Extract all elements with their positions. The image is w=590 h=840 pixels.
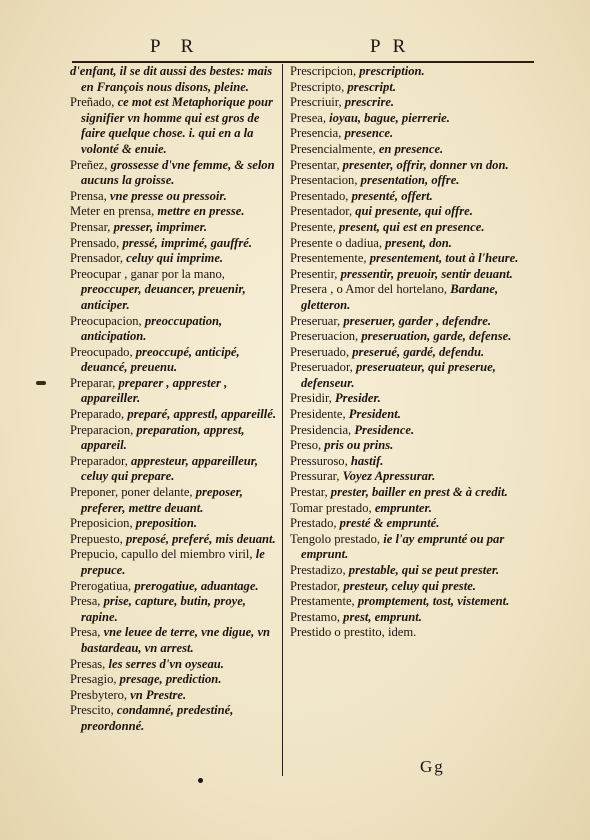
entry-headword: Presentir, — [290, 266, 341, 281]
entry-headword: Preponer, poner delante, — [70, 485, 196, 500]
entry-headword: Presencia, — [290, 126, 345, 141]
dictionary-entry — [290, 454, 522, 470]
entry-translation: preposer, preferer, mettre deuant. — [81, 485, 243, 515]
dictionary-entry — [70, 625, 278, 656]
dictionary-entry — [290, 329, 522, 345]
entry-headword: Tengolo prestado, — [290, 531, 384, 546]
entry-translation: present, qui est en presence. — [338, 219, 485, 234]
entry-headword: Presentacion, — [290, 173, 361, 188]
entry-headword: Presente, — [290, 219, 339, 234]
dictionary-entry — [290, 563, 522, 579]
entry-headword: Presera , o Amor del hortelano, — [290, 282, 451, 297]
entry-translation: pressentir, preuoir, sentir deuant. — [340, 266, 513, 281]
entry-headword: Meter en prensa, — [70, 204, 158, 219]
dictionary-entry — [290, 251, 522, 267]
dictionary-entry — [290, 516, 522, 532]
entry-translation: preoccuper, deuancer, preuenir, anticiper. — [81, 282, 246, 312]
dictionary-entry — [290, 625, 522, 641]
entry-translation: preparé, apprestl, appareillé. — [127, 407, 277, 422]
header-rule — [72, 61, 534, 63]
entry-headword: Presagio, — [70, 672, 120, 687]
entry-headword: Tomar prestado, — [290, 500, 375, 515]
entry-headword: Prensador, — [70, 251, 127, 266]
entry-headword: Preparar, — [70, 375, 119, 390]
entry-translation: prise, capture, butin, proye, rapine. — [81, 594, 246, 624]
dictionary-entry — [290, 360, 522, 391]
dictionary-entry — [290, 173, 522, 189]
entry-translation: grossesse d'vne femme, & selon aucuns la groisse. — [81, 157, 275, 188]
dictionary-entry — [70, 158, 278, 189]
entry-headword: Preñado, — [70, 95, 118, 110]
entry-headword: Presentemente, — [290, 251, 370, 266]
entry-translation: preoccupation, anticipation. — [81, 313, 223, 344]
entry-translation: qui presente, qui offre. — [355, 204, 473, 219]
entry-headword: Prerogatiua, — [70, 578, 135, 593]
entry-translation: prescript. — [347, 79, 396, 94]
entry-translation: appresteur, appareilleur, celuy qui prepare. — [81, 453, 259, 484]
entry-headword: Prensar, — [70, 219, 114, 234]
entry-headword: Preseruado, — [290, 344, 353, 359]
dictionary-entry — [70, 547, 278, 578]
right-column — [290, 64, 522, 641]
entry-headword: Prestado, — [290, 516, 340, 531]
dictionary-entry — [290, 111, 522, 127]
dictionary-entry — [290, 158, 522, 174]
entry-translation: Bardane, gletteron. — [301, 282, 499, 312]
entry-translation: prerogatiue, aduantage. — [134, 578, 259, 593]
dictionary-entry — [290, 532, 522, 563]
dictionary-entry — [290, 204, 522, 220]
dictionary-entry — [70, 345, 278, 376]
entry-translation: prest, emprunt. — [343, 609, 422, 624]
entry-headword: Preso, — [290, 438, 325, 453]
entry-headword: Prestido o prestito, idem. — [290, 625, 417, 640]
entry-headword: Preseruacion, — [290, 329, 362, 344]
entry-headword: Prestador, — [290, 578, 344, 593]
entry-translation: vne presse ou pressoir. — [109, 188, 227, 203]
entry-headword: Presidir, — [290, 391, 335, 406]
dictionary-entry — [70, 251, 278, 267]
entry-translation: hastif. — [350, 453, 384, 468]
footer-dot — [198, 778, 203, 783]
entry-headword: Prestamo, — [290, 609, 344, 624]
entry-translation: condamné, predestiné, preordonné. — [81, 703, 234, 733]
entry-headword: Preparador, — [70, 453, 132, 468]
entry-translation: presence. — [344, 126, 394, 141]
entry-translation: preseruation, garde, defense. — [361, 329, 512, 344]
dictionary-entry — [290, 267, 522, 283]
dictionary-entry — [70, 189, 278, 205]
entry-translation: prescription. — [359, 64, 425, 78]
dictionary-entry — [290, 236, 522, 252]
dictionary-entry — [290, 579, 522, 595]
entry-translation: Presidence. — [354, 422, 415, 437]
entry-translation: preposition. — [135, 516, 197, 531]
entry-translation: presentation, offre. — [360, 173, 460, 188]
dictionary-entry — [70, 314, 278, 345]
entry-headword: Preñez, — [70, 157, 111, 172]
entry-translation: promptement, tost, vistement. — [357, 594, 510, 609]
entry-headword: Prescito, — [70, 703, 117, 718]
dictionary-entry — [70, 95, 278, 157]
entry-translation: prester, bailler en prest & à credit. — [330, 485, 508, 500]
entry-headword: Preseruar, — [290, 313, 344, 328]
entry-translation: prestable, qui se peut prester. — [348, 563, 500, 577]
entry-translation: presté & emprunté. — [339, 516, 440, 531]
entry-translation: presenté, offert. — [351, 188, 433, 203]
entry-translation: vn Prestre. — [130, 687, 187, 702]
entry-translation: le prepuce. — [81, 547, 265, 577]
entry-translation: preparation, apprest, appareil. — [81, 422, 245, 453]
dictionary-entry — [290, 220, 522, 236]
entry-headword: Presea, — [290, 110, 330, 125]
entry-headword: Prensa, — [70, 188, 110, 203]
entry-translation: presenter, offrir, donner vn don. — [342, 157, 509, 172]
dictionary-entry — [290, 142, 522, 158]
dictionary-entry — [290, 95, 522, 111]
entry-translation: Voyez Apressurar. — [342, 469, 436, 484]
entry-translation: ce mot est Metaphorique pour signifier vn homme qui est gros de faire quelque chose. i. qui en a la volonté & enuie. — [81, 95, 273, 156]
dictionary-entry — [70, 532, 278, 548]
entry-headword: Prepuesto, — [70, 531, 126, 546]
entry-translation: preseruer, garder , defendre. — [343, 313, 491, 328]
dictionary-entry — [70, 672, 278, 688]
entry-headword: Presentador, — [290, 204, 356, 219]
entry-headword: Preposicion, — [70, 516, 136, 531]
entry-translation: prescrire. — [344, 95, 395, 110]
entry-translation: vne leuee de terre, vne digue, vn bastardeau, vn arrest. — [81, 625, 271, 655]
margin-mark — [36, 381, 46, 385]
dictionary-entry — [70, 703, 278, 734]
entry-headword: Presentado, — [290, 188, 352, 203]
dictionary-entry — [290, 126, 522, 142]
dictionary-entry — [290, 189, 522, 205]
dictionary-entry — [290, 610, 522, 626]
entry-translation: les serres d'vn oyseau. — [108, 656, 224, 671]
entry-headword: Presas, — [70, 656, 109, 671]
dictionary-entry — [70, 516, 278, 532]
entry-translation: preoccupé, anticipé, deuancé, preuenu. — [81, 344, 240, 375]
entry-translation: en presence. — [378, 141, 444, 156]
dictionary-entry — [70, 454, 278, 485]
entry-headword: Presentar, — [290, 157, 343, 172]
entry-headword: Presente o dadiua, — [290, 235, 386, 250]
column-divider — [282, 64, 283, 776]
dictionary-entry — [70, 267, 278, 314]
entry-headword: Presencialmente, — [290, 141, 379, 156]
entry-translation: presteur, celuy qui preste. — [343, 578, 476, 593]
entry-translation: presentement, tout à l'heure. — [369, 251, 519, 266]
entry-headword: Preparacion, — [70, 422, 137, 437]
dictionary-entry — [70, 657, 278, 673]
dictionary-entry — [290, 407, 522, 423]
entry-headword: Preocupar , ganar por la mano, — [70, 266, 225, 281]
entry-translation: preparer , apprester , appareiller. — [81, 375, 228, 406]
dictionary-entry — [70, 423, 278, 454]
entry-translation: ie l'ay emprunté ou par emprunt. — [301, 531, 505, 562]
dictionary-entry — [70, 579, 278, 595]
dictionary-entry — [290, 345, 522, 361]
dictionary-entry — [290, 485, 522, 501]
entry-headword: Preseruador, — [290, 360, 356, 375]
entry-headword: Prensado, — [70, 235, 123, 250]
entry-headword: Prescripto, — [290, 79, 348, 94]
left-column — [70, 64, 278, 735]
dictionary-entry — [290, 469, 522, 485]
entry-headword: Prepucio, capullo del miembro viril, — [70, 547, 256, 562]
header-left: P R — [150, 36, 202, 57]
dictionary-entry — [290, 64, 522, 80]
entry-headword: Presidencia, — [290, 422, 355, 437]
entry-translation: mettre en presse. — [157, 204, 245, 219]
entry-translation: preseruateur, qui preserue, defenseur. — [301, 360, 496, 390]
dictionary-entry — [70, 485, 278, 516]
entry-translation: pressé, imprimé, gauffré. — [122, 235, 253, 250]
entry-translation: celuy qui imprime. — [126, 251, 224, 266]
dictionary-entry — [70, 407, 278, 423]
entry-headword: Prescripcion, — [290, 64, 360, 78]
dictionary-entry — [290, 594, 522, 610]
entry-headword: Presa, — [70, 594, 104, 609]
entry-headword: Preocupado, — [70, 344, 136, 359]
dictionary-entry — [70, 594, 278, 625]
entry-translation: preposé, preferé, mis deuant. — [125, 531, 276, 546]
entry-translation: Presider. — [334, 391, 381, 406]
dictionary-entry — [290, 282, 522, 313]
dictionary-entry — [290, 314, 522, 330]
entry-headword: Presbytero, — [70, 687, 131, 702]
entry-translation: present, don. — [385, 235, 452, 250]
entry-headword: Prescriuir, — [290, 95, 345, 110]
entry-translation: President. — [348, 407, 401, 422]
dictionary-entry — [290, 80, 522, 96]
entry-translation: ioyau, bague, pierrerie. — [329, 110, 450, 125]
entry-headword: Preocupacion, — [70, 313, 145, 328]
entry-translation: presage, prediction. — [119, 672, 222, 687]
entry-headword: Prestar, — [290, 485, 331, 500]
dictionary-entry — [70, 376, 278, 407]
entry-headword: Prestamente, — [290, 594, 358, 609]
dictionary-entry — [70, 204, 278, 220]
entry-translation: presser, imprimer. — [113, 219, 207, 234]
entry-translation: pris ou prins. — [324, 438, 394, 453]
entry-headword: Pressurar, — [290, 469, 343, 484]
signature-mark: Gg — [420, 757, 445, 776]
dictionary-entry — [70, 220, 278, 236]
header-right: P R — [370, 36, 410, 57]
dictionary-entry — [290, 501, 522, 517]
dictionary-entry — [290, 438, 522, 454]
dictionary-entry — [70, 236, 278, 252]
dictionary-entry — [290, 391, 522, 407]
entry-headword: Pressuroso, — [290, 453, 351, 468]
entry-headword: Presa, — [70, 625, 104, 640]
entry-headword: Prestadizo, — [290, 563, 349, 577]
entry-headword: Presidente, — [290, 407, 349, 422]
entry-translation: emprunter. — [374, 500, 432, 515]
dictionary-entry — [70, 688, 278, 704]
dictionary-entry — [290, 423, 522, 439]
entry-headword: Preparado, — [70, 407, 128, 422]
entry-translation: d'enfant, il se dit aussi des bestes: mais en François nous disons, pleine. — [70, 64, 273, 94]
dictionary-entry — [70, 64, 278, 95]
entry-translation: preserué, gardé, defendu. — [352, 344, 485, 359]
